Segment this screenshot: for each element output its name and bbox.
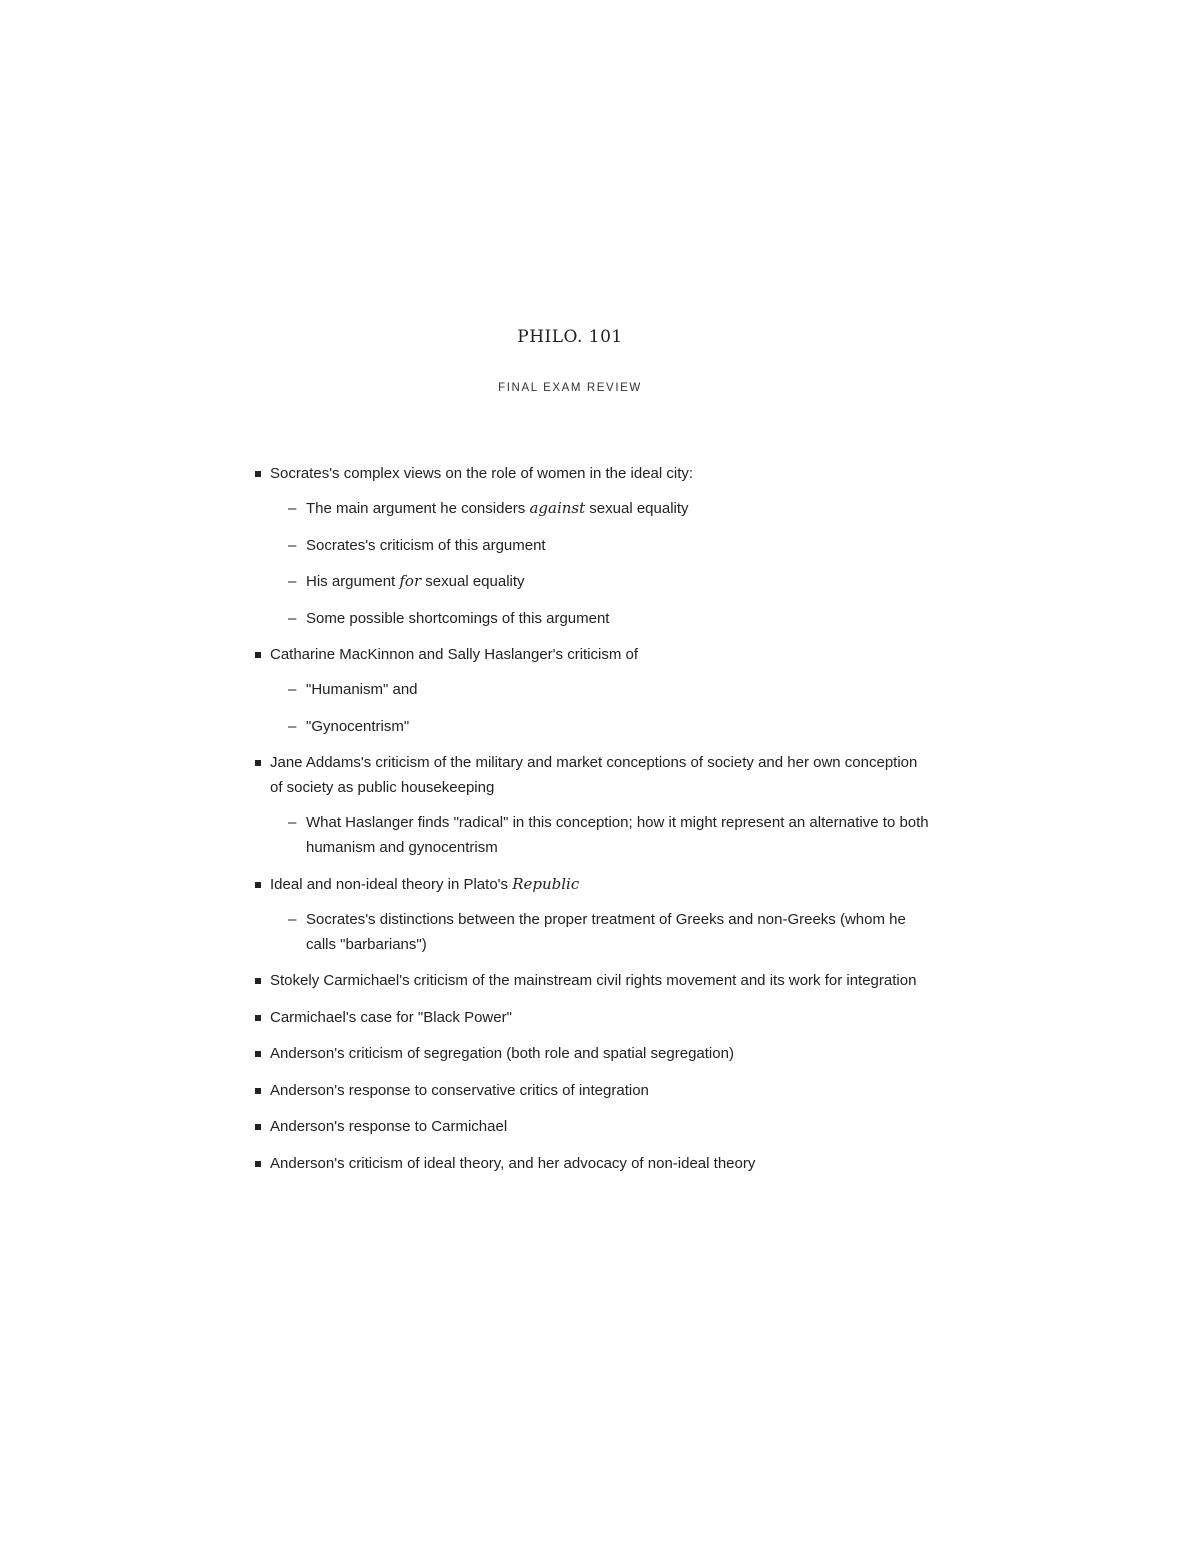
item-text: Socrates's criticism of this argument: [306, 536, 546, 554]
subtopic-list: [270, 496, 933, 631]
review-topic-text: [270, 1045, 734, 1062]
dash-bullet-icon: –: [288, 681, 297, 698]
item-text: The main argument he considers: [306, 500, 530, 517]
subtopic-item: [270, 569, 933, 594]
review-topic-text: [270, 972, 916, 989]
item-text: Anderson's response to conservative critics of integration: [270, 1081, 649, 1099]
review-topic-item: [253, 642, 933, 739]
emphasized-text: against: [529, 499, 586, 517]
subtopic-text: [306, 537, 546, 554]
document-subtitle: FINAL EXAM REVIEW: [498, 382, 642, 394]
item-text: "Gynocentrism": [306, 717, 410, 735]
square-bullet-icon: [255, 882, 261, 888]
item-text: Stokely Carmichael's criticism of the mainstream civil rights movement and its work for integration: [270, 972, 917, 989]
item-text: Socrates's distinctions between the proper treatment of Greeks and non-Greeks (whom he calls "barbarians"): [306, 910, 906, 953]
square-bullet-icon: [255, 760, 261, 766]
review-topic-text: [270, 754, 917, 796]
dash-bullet-icon: –: [288, 573, 297, 590]
item-text: Ideal and non-ideal theory in Plato's: [270, 875, 513, 893]
square-bullet-icon: [255, 1015, 261, 1021]
review-topic-text: [270, 465, 693, 482]
item-text: Jane Addams's criticism of the military and market conceptions of society and her own conception of society as public housekeeping: [270, 754, 918, 796]
subtopic-text: [306, 573, 525, 590]
review-topic-item: [253, 750, 933, 860]
square-bullet-icon: [255, 1051, 261, 1057]
subtopic-text: [306, 814, 929, 856]
item-text: His argument: [306, 573, 400, 590]
subtopic-text: [306, 911, 906, 953]
subtopic-item: [270, 533, 933, 558]
item-text: Catharine MacKinnon and Sally Haslanger's criticism of: [270, 646, 639, 663]
review-topic-text: [270, 1009, 512, 1026]
review-topic-text: [270, 1155, 755, 1172]
subtopic-list: [270, 907, 933, 957]
item-text: Anderson's response to Carmichael: [270, 1118, 508, 1135]
item-text: Anderson's criticism of segregation (both role and spatial segregation): [270, 1045, 734, 1062]
square-bullet-icon: [255, 1088, 261, 1094]
square-bullet-icon: [255, 1161, 261, 1167]
subtopic-item: [270, 810, 933, 860]
dash-bullet-icon: –: [288, 717, 297, 735]
dash-bullet-icon: –: [288, 500, 297, 517]
item-text: What Haslanger finds "radical" in this conception; how it might represent an alternative to both humanism and gynocentrism: [306, 814, 929, 856]
subtopic-text: [306, 718, 409, 735]
dash-bullet-icon: –: [288, 814, 297, 831]
document-title: PHILO. 101: [517, 327, 623, 347]
item-text: Some possible shortcomings of this argument: [306, 609, 610, 627]
review-topic-item: [253, 1041, 933, 1066]
subtopic-text: [306, 681, 418, 698]
review-topic-item: [253, 461, 933, 631]
review-topic-item: [253, 968, 933, 993]
emphasized-text: Republic: [512, 874, 580, 893]
subtopic-text: [306, 610, 609, 627]
subtopic-item: [270, 677, 933, 702]
item-text: Anderson's criticism of ideal theory, and her advocacy of non-ideal theory: [270, 1154, 756, 1172]
item-text: Carmichael's case for "Black Power": [270, 1008, 512, 1026]
review-topic-text: [270, 876, 579, 893]
review-topic-item: [253, 1078, 933, 1103]
subtopic-item: [270, 907, 933, 957]
item-text: sexual equality: [421, 573, 525, 590]
square-bullet-icon: [255, 652, 261, 658]
subtopic-item: [270, 496, 933, 521]
emphasized-text: for: [399, 572, 422, 590]
item-text: "Humanism" and: [306, 681, 418, 698]
subtopic-item: [270, 714, 933, 739]
review-topic-item: [253, 1114, 933, 1139]
subtopic-list: [270, 677, 933, 739]
item-text: sexual equality: [585, 500, 689, 517]
subtopic-list: [270, 810, 933, 860]
dash-bullet-icon: –: [288, 536, 297, 554]
item-text: Socrates's complex views on the role of women in the ideal city:: [270, 465, 694, 482]
review-topic-item: [253, 1151, 933, 1176]
review-topic-item: [253, 1005, 933, 1030]
review-topic-list: [253, 461, 933, 1187]
square-bullet-icon: [255, 471, 261, 477]
review-topic-text: [270, 1118, 507, 1135]
square-bullet-icon: [255, 978, 261, 984]
subtopic-text: [306, 500, 689, 517]
dash-bullet-icon: –: [288, 609, 297, 627]
subtopic-item: [270, 606, 933, 631]
review-topic-text: [270, 1082, 649, 1099]
square-bullet-icon: [255, 1124, 261, 1130]
review-topic-text: [270, 646, 638, 663]
review-topic-item: [253, 872, 933, 957]
dash-bullet-icon: –: [288, 910, 297, 928]
